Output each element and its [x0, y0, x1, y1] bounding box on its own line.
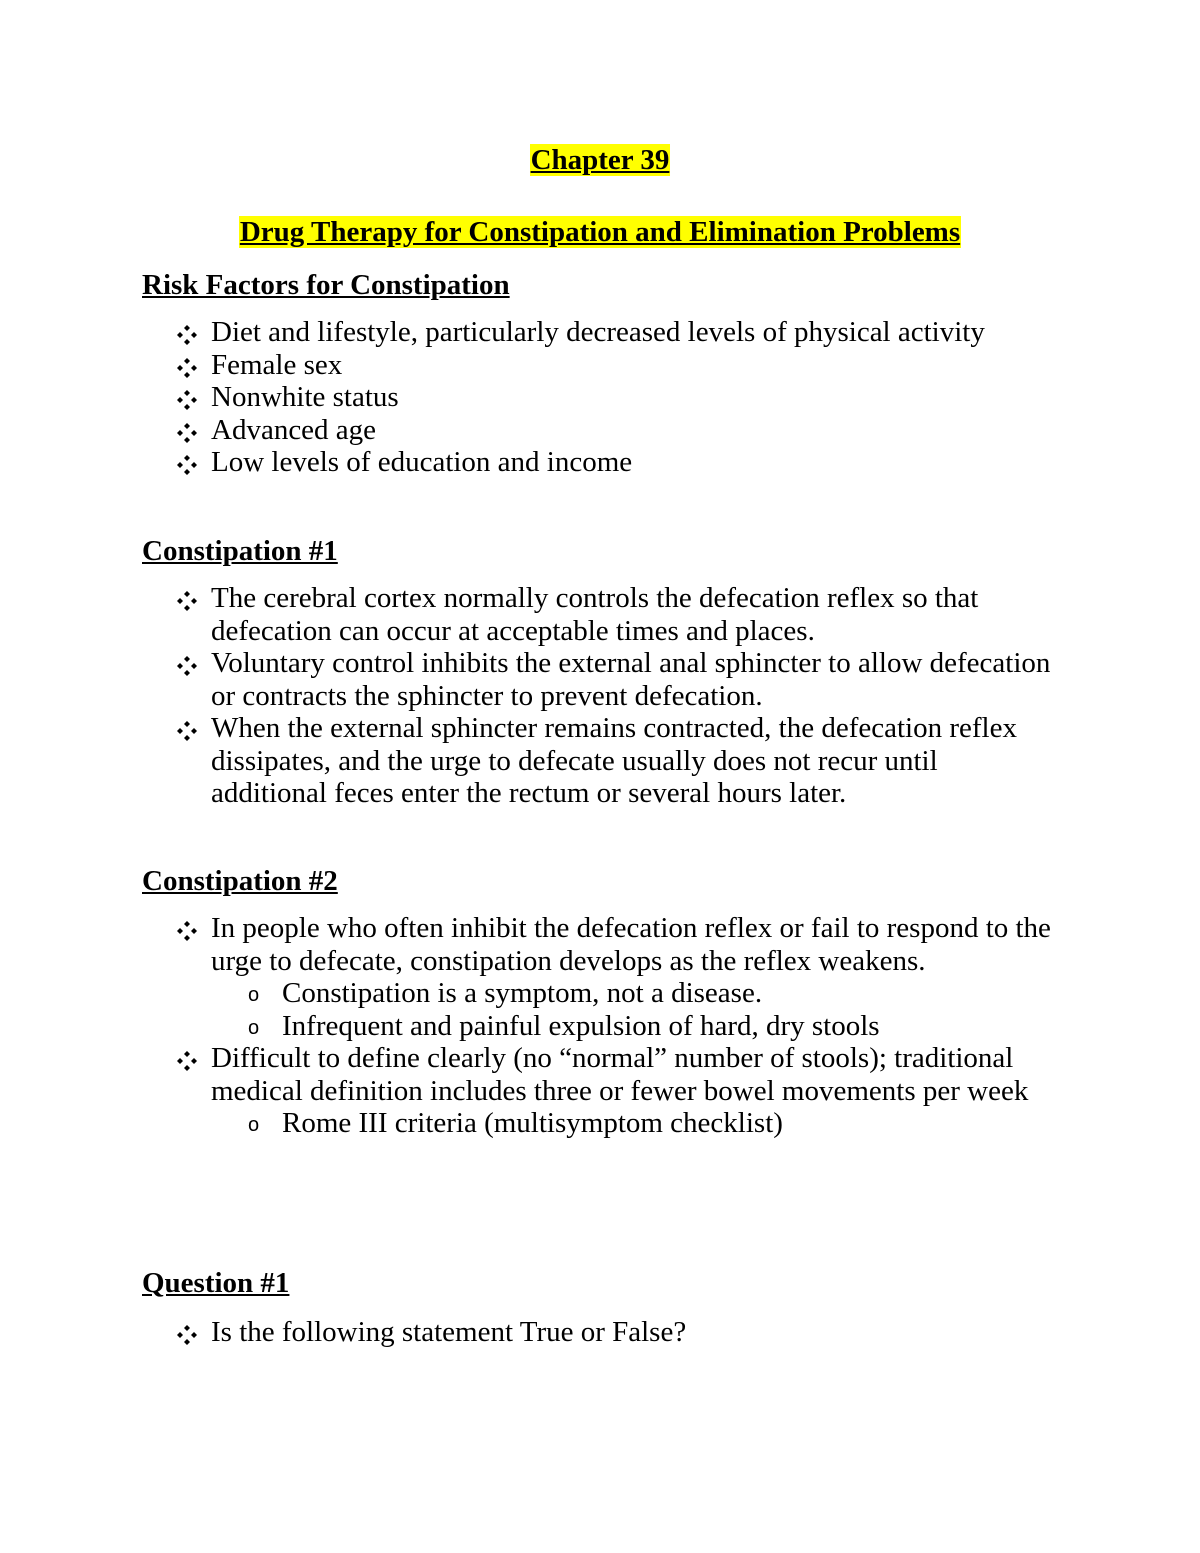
diamond-star-icon: [176, 647, 206, 679]
diamond-star-icon: [176, 912, 206, 944]
list-item-text: When the external sphincter remains contracted, the defecation reflex dissipates, and the urge to defecate usually does not recur until additional feces enter the rectum or several hours later.: [211, 712, 1017, 809]
list-item-text: In people who often inhibit the defecation reflex or fail to respond to the urge to defecate, constipation develops as the reflex weakens.: [211, 912, 1051, 977]
diamond-star-icon: [176, 414, 206, 446]
list-item-text: Female sex: [211, 348, 343, 381]
list-item: [0, 1316, 1051, 1349]
chapter-title-text: Chapter 39: [530, 144, 670, 176]
list-item: [0, 712, 1051, 810]
hollow-circle-icon: o: [248, 1016, 260, 1039]
list-item-text: Low levels of education and income: [211, 446, 633, 478]
list-item: [0, 414, 1051, 447]
section-heading: Risk Factors for Constipation: [142, 269, 510, 301]
hollow-circle-icon: o: [248, 984, 260, 1006]
section-heading: Question #1: [142, 1267, 290, 1299]
bullet-list: [0, 316, 1200, 479]
list-item-text: Voluntary control inhibits the external anal sphincter to allow defecation or contracts the sphincter to prevent defecation.: [211, 647, 1051, 712]
sub-list-item-text: Rome III criteria (multisymptom checklist): [282, 1107, 783, 1139]
sub-list-item-text: Constipation is a symptom, not a disease.: [282, 977, 763, 1009]
hollow-circle-icon: o: [248, 1114, 260, 1136]
sub-list-item: [0, 1010, 1062, 1043]
list-item: [0, 316, 1051, 349]
list-item: [0, 381, 1051, 414]
diamond-star-icon: [176, 1042, 206, 1074]
diamond-star-icon: [176, 381, 206, 413]
list-item-text: Difficult to define clearly (no “normal” number of stools); traditional medical definition includes three or fewer bowel movements per week: [211, 1042, 1029, 1107]
document-subtitle-text: Drug Therapy for Constipation and Elimination Problems: [239, 216, 961, 248]
list-item: [0, 349, 1051, 382]
list-item-text: Nonwhite status: [211, 381, 399, 413]
bullet-list: [0, 1316, 1200, 1349]
list-item: [0, 446, 1051, 479]
sub-list-item: [0, 977, 1062, 1010]
diamond-star-icon: [176, 349, 206, 381]
list-item: [0, 912, 1051, 977]
list-item: [0, 1042, 1051, 1107]
sub-list-item-text: Infrequent and painful expulsion of hard, dry stools: [282, 1009, 880, 1042]
chapter-title: [0, 144, 1200, 177]
section-heading: Constipation #2: [142, 865, 338, 897]
list-item-text: Advanced age: [211, 413, 377, 446]
list-item-text: The cerebral cortex normally controls the defecation reflex so that defecation can occur at acceptable times and places.: [211, 582, 979, 647]
diamond-star-icon: [176, 712, 206, 744]
diamond-star-icon: [176, 316, 206, 348]
diamond-star-icon: [176, 446, 206, 478]
sub-list-item: [0, 1107, 1062, 1140]
bullet-list: [0, 912, 1200, 1140]
bullet-list: [0, 582, 1200, 810]
list-item-text: Is the following statement True or False?: [211, 1316, 687, 1348]
diamond-star-icon: [176, 1316, 206, 1348]
list-item: [0, 647, 1051, 712]
diamond-star-icon: [176, 582, 206, 614]
list-item: [0, 582, 1051, 647]
document-subtitle: [0, 216, 1200, 249]
list-item-text: Diet and lifestyle, particularly decreased levels of physical activity: [211, 316, 985, 348]
section-heading: Constipation #1: [142, 535, 338, 567]
